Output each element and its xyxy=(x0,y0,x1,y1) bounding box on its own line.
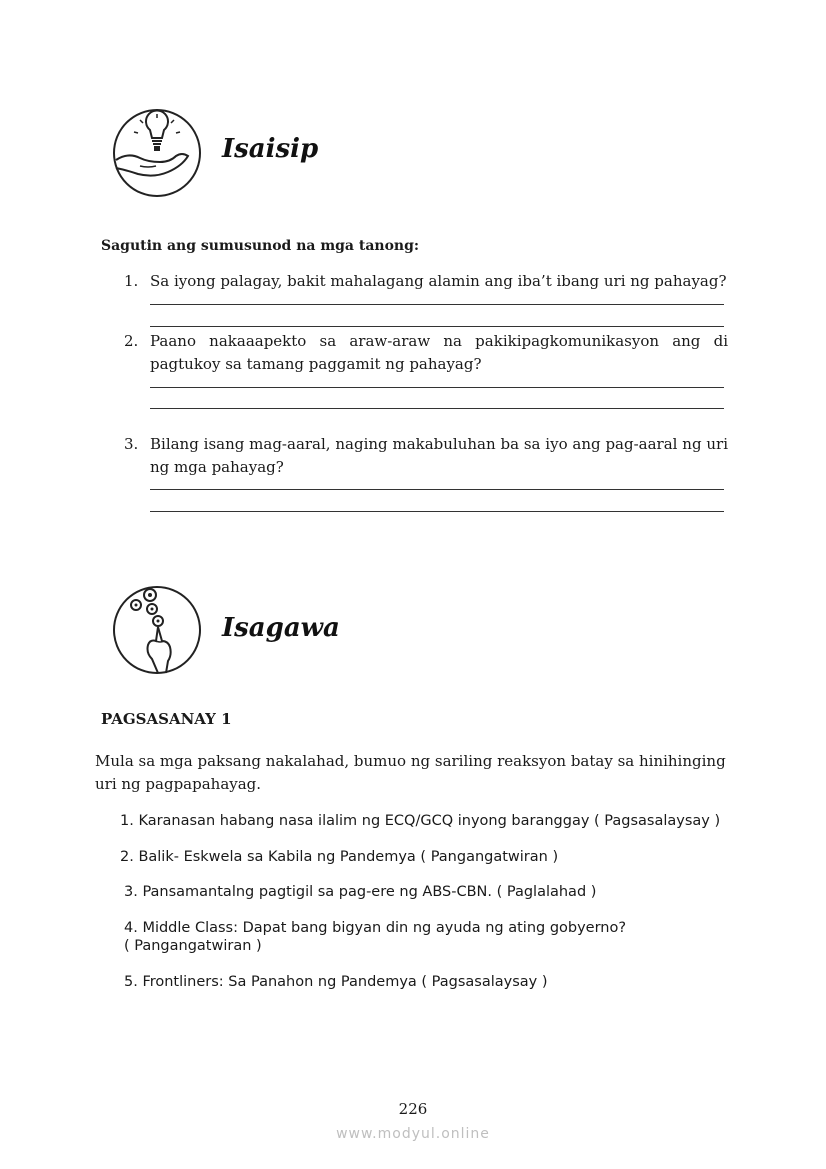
intro-line: uri ng pagpapahayag. xyxy=(95,775,262,793)
section-title-isagawa: Isagawa xyxy=(222,613,340,643)
topic-item-2: 2. Balik- Eskwela sa Kabila ng Pandemya ( Pangangatwiran ) xyxy=(120,849,559,865)
topic-item-4: 4. Middle Class: Dapat bang bigyan din ng ayuda ng ating gobyerno? xyxy=(124,920,627,936)
topic-item-4-cont: ( Pangangatwiran ) xyxy=(124,938,262,954)
exercise-intro xyxy=(95,750,735,796)
question-number: 1. xyxy=(124,272,139,290)
gears-hand-icon xyxy=(112,585,202,675)
answer-line[interactable] xyxy=(150,489,724,490)
answer-line[interactable] xyxy=(150,326,724,327)
lightbulb-hand-icon xyxy=(112,108,202,198)
answer-line[interactable] xyxy=(150,511,724,512)
topic-item-5: 5. Frontliners: Sa Panahon ng Pandemya ( Pagsasalaysay ) xyxy=(124,974,548,990)
question-text: Paano nakaaapekto sa araw-araw na pakikipagkomunikasyon ang di xyxy=(150,332,728,350)
topic-item-3: 3. Pansamantalng pagtigil sa pag-ere ng ABS-CBN. ( Paglalahad ) xyxy=(124,884,597,900)
instruction: Sagutin ang sumusunod na mga tanong: xyxy=(101,238,420,254)
question-number: 2. xyxy=(124,332,139,350)
question-text: ng mga pahayag? xyxy=(150,458,284,476)
exercise-title: PAGSASANAY 1 xyxy=(101,710,232,728)
section-title-isaisip: Isaisip xyxy=(222,134,319,164)
topic-item-1: 1. Karanasan habang nasa ilalim ng ECQ/GCQ inyong baranggay ( Pagsasalaysay ) xyxy=(120,813,721,829)
question-number: 3. xyxy=(124,435,139,453)
page-number: 226 xyxy=(398,1100,428,1118)
answer-line[interactable] xyxy=(150,387,724,388)
question-text: Bilang isang mag-aaral, naging makabuluhan ba sa iyo ang pag-aaral ng uri xyxy=(150,435,728,453)
answer-line[interactable] xyxy=(150,408,724,409)
question-text: pagtukoy sa tamang paggamit ng pahayag? xyxy=(150,355,482,373)
watermark: www.modyul.online xyxy=(336,1126,490,1142)
answer-line[interactable] xyxy=(150,304,724,305)
question-text: Sa iyong palagay, bakit mahalagang alamin ang iba’t ibang uri ng pahayag? xyxy=(150,272,727,290)
intro-line: Mula sa mga paksang nakalahad, bumuo ng sariling reaksyon batay sa hinihinging xyxy=(95,752,726,770)
